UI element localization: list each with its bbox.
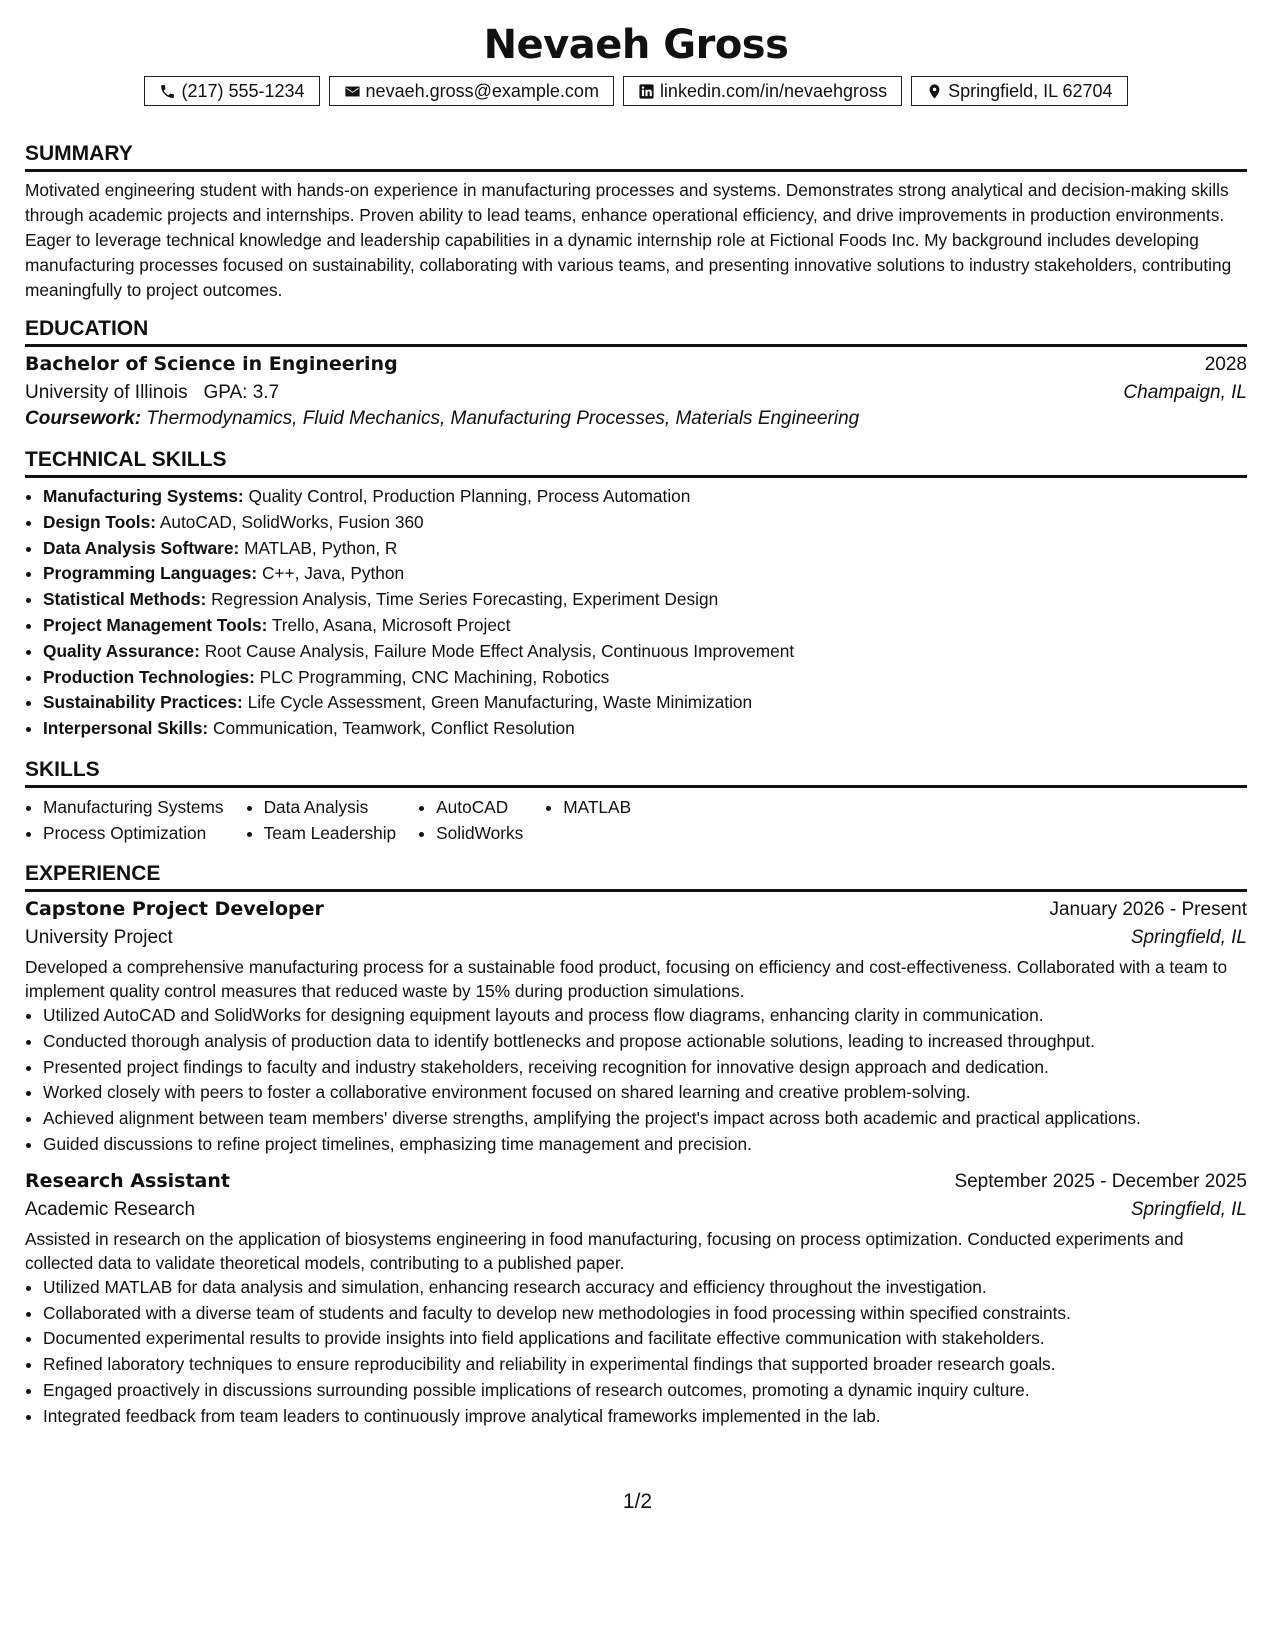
list-item: • Team Leadership <box>264 820 397 846</box>
list-item <box>43 561 1247 587</box>
job-org: Academic Research <box>25 1198 196 1220</box>
skill-values: PLC Programming, CNC Machining, Robotics <box>259 666 610 687</box>
job-title: Research Assistant <box>25 1169 230 1192</box>
list-item <box>43 639 1247 665</box>
list-item <box>43 665 1247 691</box>
skills-column <box>246 794 397 846</box>
list-item: • Integrated feedback from team leaders to continuously improve analytical frameworks implemented in the lab. <box>43 1404 1247 1430</box>
envelope-icon <box>344 83 361 100</box>
job-bullets <box>25 1275 1247 1430</box>
skill-values: AutoCAD, SolidWorks, Fusion 360 <box>159 511 424 532</box>
skills-column <box>418 794 523 846</box>
skill-category: Statistical Methods: <box>43 589 207 610</box>
job-title: Capstone Project Developer <box>25 897 324 920</box>
list-item: • Collaborated with a diverse team of students and faculty to develop new methodologies in food processing within specified constraints. <box>43 1301 1247 1327</box>
list-item <box>43 536 1247 562</box>
job-bullets <box>25 1003 1247 1158</box>
list-item <box>43 510 1247 536</box>
linkedin-icon <box>638 83 655 100</box>
candidate-name: Nevaeh Gross <box>483 22 789 68</box>
summary-heading: SUMMARY <box>25 142 1247 172</box>
education-heading: EDUCATION <box>25 317 1247 347</box>
list-item: • Data Analysis <box>264 794 397 820</box>
skill-category: Sustainability Practices: <box>43 692 243 713</box>
skills-column <box>545 794 631 846</box>
job-dates: September 2025 - December 2025 <box>954 1170 1247 1192</box>
list-item: • SolidWorks <box>436 820 523 846</box>
list-item: • Process Optimization <box>43 820 224 846</box>
skills-column <box>25 794 224 846</box>
list-item: • Documented experimental results to provide insights into field applications and facilitate effective communication with stakeholders. <box>43 1326 1247 1352</box>
summary-text: Motivated engineering student with hands-on experience in manufacturing processes and systems. Demonstrates strong analytical and decision-making skills through academic projects and internships. Proven ability to lead teams, enhance operational efficiency, and drive improvements in production environments. Eager to leverage technical knowledge and leadership capabilities in a dynamic internship role at Fictional Foods Inc. My background includes developing manufacturing processes focused on sustainability, collaborating with various teams, and presenting innovative solutions to industry stakeholders, contributing meaningfully to project outcomes. <box>25 180 1232 300</box>
list-item: • Achieved alignment between team members' diverse strengths, amplifying the project's impact across both academic and practical applications. <box>43 1106 1247 1132</box>
job-header <box>25 898 1247 921</box>
skill-category: Interpersonal Skills: <box>43 718 209 739</box>
skill-values: Life Cycle Assessment, Green Manufacturing, Waste Minimization <box>247 692 753 713</box>
linkedin-text: linkedin.com/in/nevaehgross <box>659 81 888 101</box>
list-item: • Refined laboratory techniques to ensure reproducibility and reliability in experimental findings that supported broader research goals. <box>43 1352 1247 1378</box>
skill-category: Production Technologies: <box>43 666 255 687</box>
skill-values: MATLAB, Python, R <box>244 537 398 558</box>
job-dates: January 2026 - Present <box>1049 898 1247 920</box>
list-item: • Presented project findings to faculty and industry stakeholders, receiving recognition for innovative design approach and dedication. <box>43 1055 1247 1081</box>
job-description: Developed a comprehensive manufacturing process for a sustainable food product, focusing on efficiency and cost-effectiveness. Collaborated with a team to implement quality control measures that reduced waste by 15% during production simulations. <box>25 956 1228 1001</box>
location-text: Springfield, IL 62704 <box>948 81 1113 101</box>
list-item: • Manufacturing Systems <box>43 794 224 820</box>
list-item: • MATLAB <box>563 794 631 820</box>
skill-values: C++, Java, Python <box>261 563 405 584</box>
skill-values: Root Cause Analysis, Failure Mode Effect Analysis, Continuous Improvement <box>204 640 795 661</box>
list-item: • Utilized MATLAB for data analysis and simulation, enhancing research accuracy and efficiency throughout the investigation. <box>43 1275 1247 1301</box>
contact-location <box>911 76 1127 106</box>
skill-category: Quality Assurance: <box>43 640 200 661</box>
list-item <box>43 613 1247 639</box>
job-header <box>25 1170 1247 1193</box>
job-location: Springfield, IL <box>1130 1198 1247 1220</box>
contact-bar <box>25 76 1247 106</box>
skills-heading: SKILLS <box>25 758 1247 788</box>
job-description: Assisted in research on the application of biosystems engineering in food manufacturing, focusing on process optimization. Conducted experiments and collected data to validate theoretical models, contributing to a published paper. <box>25 1228 1184 1273</box>
skill-category: Programming Languages: <box>43 563 258 584</box>
school-name: University of Illinois <box>25 382 188 403</box>
technical-skills-list <box>25 484 1247 742</box>
experience-entry <box>25 1170 1247 1430</box>
list-item: • Conducted thorough analysis of production data to identify bottlenecks and propose actionable solutions, leading to increased throughput. <box>43 1029 1247 1055</box>
job-subheader <box>25 1199 1247 1221</box>
page-number: 1/2 <box>622 1490 653 1513</box>
coursework <box>25 408 1247 430</box>
list-item <box>43 716 1247 742</box>
experience-entry <box>25 898 1247 1158</box>
degree: Bachelor of Science in Engineering <box>25 353 398 375</box>
graduation-year: 2028 <box>1204 354 1247 375</box>
phone-icon <box>159 83 176 100</box>
phone-text: (217) 555-1234 <box>181 81 305 101</box>
contact-phone[interactable] <box>144 76 319 106</box>
resume-page <box>25 0 1247 1430</box>
experience-heading: EXPERIENCE <box>25 862 1247 892</box>
contact-linkedin[interactable] <box>623 76 902 106</box>
job-location: Springfield, IL <box>1130 926 1247 948</box>
list-item: • Engaged proactively in discussions surrounding possible implications of research outcomes, promoting a dynamic inquiry culture. <box>43 1378 1247 1404</box>
education-row-1 <box>25 353 1247 376</box>
education-row-2 <box>25 382 1247 404</box>
list-item <box>43 484 1247 510</box>
list-item <box>43 587 1247 613</box>
list-item: • Utilized AutoCAD and SolidWorks for designing equipment layouts and process flow diagrams, enhancing clarity in communication. <box>43 1003 1247 1029</box>
skill-category: Data Analysis Software: <box>43 537 240 558</box>
skill-values: Quality Control, Production Planning, Process Automation <box>248 486 691 506</box>
coursework-label: Coursework: <box>25 408 142 429</box>
school-line <box>25 382 279 404</box>
skill-category: Manufacturing Systems: <box>43 486 244 506</box>
map-pin-icon <box>926 83 943 100</box>
list-item: • Guided discussions to refine project timelines, emphasizing time management and precision. <box>43 1132 1247 1158</box>
coursework-list: Thermodynamics, Fluid Mechanics, Manufacturing Processes, Materials Engineering <box>146 408 860 429</box>
list-item <box>43 690 1247 716</box>
list-item: • AutoCAD <box>436 794 523 820</box>
technical-skills-heading: TECHNICAL SKILLS <box>25 448 1247 478</box>
skill-category: Design Tools: <box>43 511 156 532</box>
skill-values: Communication, Teamwork, Conflict Resolution <box>213 718 575 739</box>
gpa: GPA: 3.7 <box>203 382 280 403</box>
email-text: nevaeh.gross@example.com <box>365 81 599 101</box>
contact-email[interactable] <box>329 76 614 106</box>
list-item: • Worked closely with peers to foster a collaborative environment focused on shared learning and creative problem-solving. <box>43 1080 1247 1106</box>
skill-category: Project Management Tools: <box>43 614 268 635</box>
skill-values: Trello, Asana, Microsoft Project <box>271 614 511 635</box>
school-location: Champaign, IL <box>1123 382 1247 403</box>
skill-values: Regression Analysis, Time Series Forecasting, Experiment Design <box>211 589 719 610</box>
job-subheader <box>25 927 1247 949</box>
skills-grid <box>25 794 1247 846</box>
job-org: University Project <box>25 926 173 948</box>
